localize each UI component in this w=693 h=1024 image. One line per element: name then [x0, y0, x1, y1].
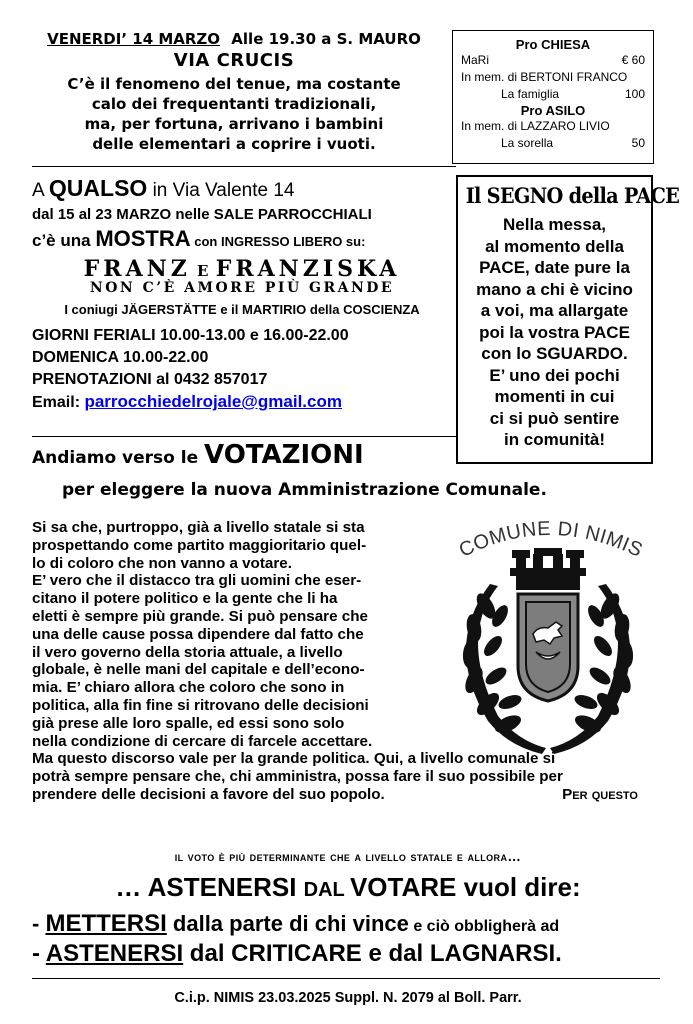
conclusion-small-caps-line: il voto è più determinante che a livello statale e allora…	[174, 849, 522, 864]
mostra-a: A	[32, 180, 49, 201]
article-line: già prese alle loro spalle, ed essi sono solo	[32, 714, 345, 732]
per-questo: Per questo	[562, 785, 638, 803]
pro-asilo-heading: Pro ASILO	[520, 103, 586, 118]
pro-chiesa-heading: Pro CHIESA	[515, 37, 591, 52]
article-line: Ma questo discorso vale per la grande politica. Qui, a livello comunale si	[32, 750, 556, 768]
asten-part: vuol dire:	[463, 872, 581, 902]
article-line: politica, alla fin fine si ritrovano delle decisioni	[32, 696, 369, 714]
mostra-intro-line	[32, 226, 452, 252]
crest-label-text: COMUNE DI NIMIS	[455, 517, 647, 562]
mostra-title	[32, 256, 452, 282]
mostra-title-and: E	[190, 262, 216, 280]
votazioni-heading	[32, 440, 364, 470]
pace-line: in comunità!	[503, 430, 606, 449]
astenersi-word: ASTENERSI	[45, 940, 184, 967]
donation-label: La sorella	[501, 136, 554, 150]
mostra-domenica: DOMENICA 10.00-22.00	[32, 349, 209, 366]
mostra-dates: dal 15 al 23 MARZO nelle SALE PARROCCHIALI	[32, 206, 372, 223]
pace-line: Nella messa,	[502, 215, 606, 234]
pace-line: poi la vostra PACE	[479, 322, 630, 342]
mostra-word: MOSTRA	[95, 226, 191, 251]
article-line: prendere delle decisioni a favore del suo popolo.	[32, 785, 385, 803]
astenersi-heading	[32, 872, 664, 903]
divider	[32, 978, 660, 979]
comune-nimis-crest	[438, 516, 658, 761]
email-label: Email:	[32, 394, 85, 411]
donation-row	[461, 118, 645, 135]
asten-part: DAL	[303, 879, 350, 901]
donation-amount: € 60	[621, 53, 645, 67]
mostra-email-line	[32, 391, 452, 414]
conclusion-line-1-rest: dalla parte di chi vince	[166, 911, 409, 936]
article-line: potrà sempre pensare che, chi amministra, possa fare il suo possibile per	[32, 768, 563, 786]
donation-row	[461, 69, 645, 86]
article-line: globale, è nelle mani del capitale e dell’econo-	[32, 661, 365, 679]
donation-label: MaRi	[461, 53, 490, 67]
article-line: mia. E’ chiaro allora che coloro che sono in	[32, 679, 345, 697]
asten-part: … ASTENERSI	[115, 872, 304, 902]
mostra-feriali: GIORNI FERIALI 10.00-13.00 e 16.00-22.00	[32, 327, 349, 344]
article-line: citano il potere politico e la gente che li ha	[32, 590, 338, 608]
pace-line: PACE, date pure la	[479, 258, 630, 277]
conclusion-line-2	[32, 940, 562, 968]
mostra-address: in Via Valente 14	[147, 180, 295, 201]
pace-line: momenti in cui	[494, 387, 615, 406]
pace-line: mano a chi è vicino	[476, 279, 633, 299]
segno-pace-box	[456, 175, 680, 464]
conclusion-line-2-rest: dal CRITICARE e dal LAGNARSI.	[183, 940, 562, 967]
divider	[32, 436, 456, 437]
footer: C.i.p. NIMIS 23.03.2025 Suppl. N. 2079 al Boll. Parr.	[174, 990, 522, 1006]
mostra-subtitle: NON C’È AMORE PIÙ GRANDE	[89, 280, 395, 296]
via-crucis-text-line: delle elementari a coprire i vuoti.	[92, 135, 376, 153]
via-crucis-date-line	[28, 30, 440, 48]
article-line-last	[32, 786, 664, 804]
via-crucis-text-line: ma, per fortuna, arrivano i bambini	[84, 115, 384, 133]
asten-part: VOTARE	[349, 872, 464, 902]
pace-line: ci si può sentire	[489, 408, 620, 428]
mostra-hours	[32, 325, 452, 414]
pace-line: al momento della	[485, 236, 624, 256]
divider	[32, 166, 456, 167]
conclusion-line-1	[32, 910, 559, 938]
via-crucis-notice	[28, 30, 440, 154]
mostra-ingresso: con INGRESSO LIBERO su:	[190, 234, 366, 249]
article-narrow-column	[32, 519, 434, 750]
votazioni-subtitle: per eleggere la nuova Amministrazione Comunale.	[62, 480, 547, 500]
article-line: eletti è sempre più grande. Si può pensare che	[32, 607, 368, 625]
mostra-place-line	[32, 175, 452, 202]
donation-label: La famiglia	[501, 87, 560, 101]
pace-line: E’ uno dei pochi	[489, 365, 620, 385]
donation-row	[461, 135, 645, 152]
donation-label: In mem. di LAZZARO LIVIO	[461, 119, 610, 133]
donation-row	[461, 52, 645, 69]
mostra-title-franz: FRANZ	[83, 256, 191, 282]
article-line: E’ vero che il distacco tra gli uomini che eser-	[32, 572, 362, 590]
mostra-title-franziska: FRANZISKA	[215, 256, 401, 282]
article-line: Si sa che, purtroppo, già a livello statale si sta	[32, 519, 365, 536]
mostra-prenotazioni: PRENOTAZIONI al 0432 857017	[32, 371, 268, 388]
dash: -	[32, 911, 46, 936]
via-crucis-date: VENERDI’ 14 MARZO	[47, 30, 221, 48]
donations-box	[452, 30, 654, 164]
article-line: lo di coloro che non vanno a votare.	[32, 554, 292, 572]
mostra-coniugi: I coniugi JÄGERSTÄTTE e il MARTIRIO della COSCIENZA	[64, 302, 420, 317]
mostra-notice	[32, 175, 452, 414]
article-line: una delle cause possa dipendere dal fatto che	[32, 625, 364, 643]
votazioni-word: VOTAZIONI	[204, 440, 364, 470]
pace-line: a voi, ma allargate	[480, 301, 629, 320]
via-crucis-title: VIA CRUCIS	[173, 50, 295, 71]
pace-line: con lo SGUARDO.	[481, 344, 628, 363]
via-crucis-text-line: C’è il fenomeno del tenue, ma costante	[67, 75, 401, 93]
via-crucis-text-line: calo dei frequentanti tradizionali,	[91, 95, 377, 113]
segno-pace-text	[458, 214, 651, 451]
via-crucis-place: Alle 19.30 a S. MAURO	[231, 30, 421, 48]
segno-pace-title: Il SEGNO della PACE	[465, 183, 680, 208]
mostra-place: QUALSO	[48, 175, 148, 201]
email-link[interactable]: parrocchiedelrojale@gmail.com	[84, 392, 342, 411]
dash: -	[32, 940, 46, 967]
mettersi-word: METTERSI	[45, 910, 167, 937]
via-crucis-text	[28, 74, 440, 154]
mostra-ce-una: c’è una	[32, 231, 96, 250]
article-line: il vero governo della storia attuale, a livello	[32, 643, 343, 661]
article-line: nella condizione di cercare di farcele accettare.	[32, 732, 373, 750]
donation-amount: 100	[624, 87, 645, 101]
donation-amount: 50	[631, 136, 645, 150]
article-line: prospettando come partito maggioritario quel-	[32, 536, 367, 554]
donation-label: In mem. di BERTONI FRANCO	[461, 70, 628, 84]
conclusion-line-1-small: e ciò obbligherà ad	[408, 918, 560, 935]
donation-row	[461, 86, 645, 103]
votazioni-lead: Andiamo verso le	[32, 448, 205, 468]
crown-icon	[510, 548, 586, 590]
